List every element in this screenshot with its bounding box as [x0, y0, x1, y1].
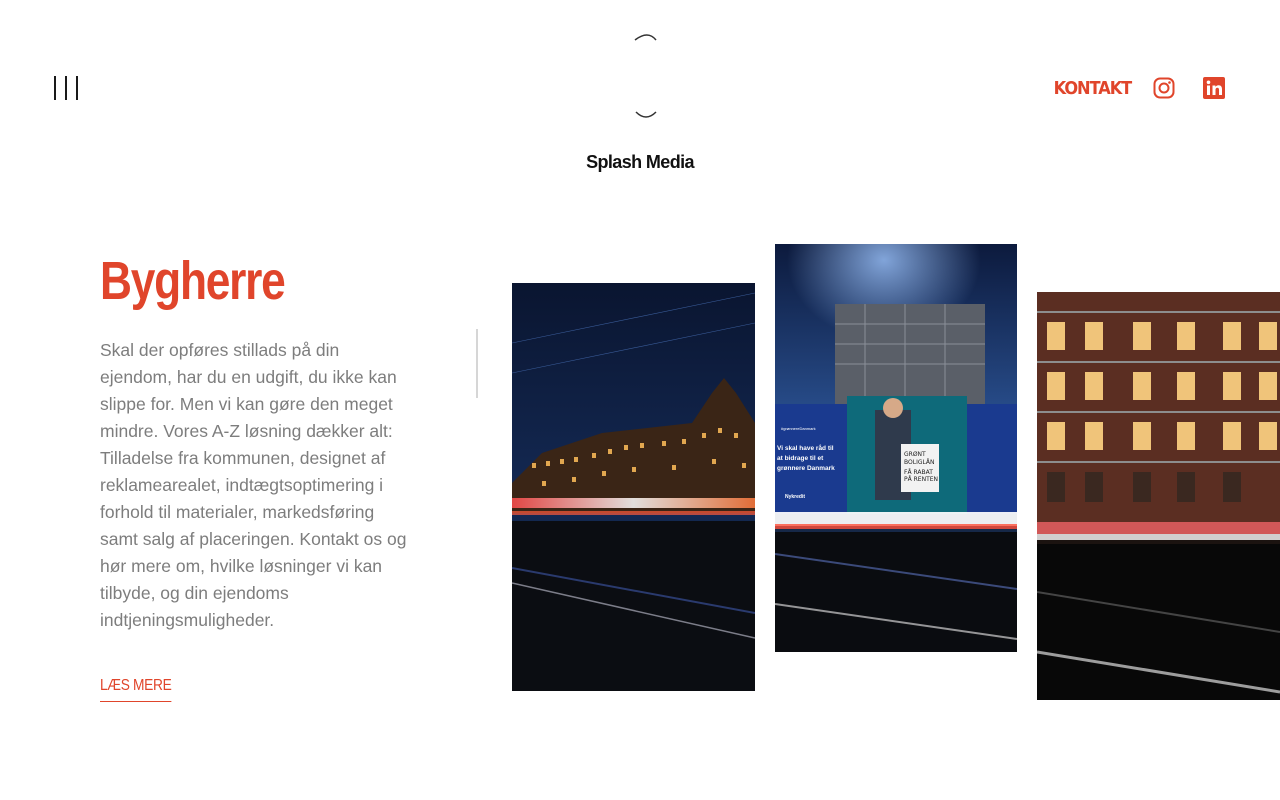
page-title: Bygherre [100, 251, 285, 311]
menu-bar [76, 76, 78, 100]
menu-bar [65, 76, 67, 100]
intro-paragraph: Skal der opføres stillads på din ejendom, har du en udgift, du ikke kan slippe for. Men vi kan gøre den meget mindre. Vores A-Z løsning dækker alt: Tilladelse fra kommunen, designet af reklamearealet, indtægtsoptimering i forhold til materialer, markedsføring samt salg af placeringen. Kontakt os og hør mere om, hvilke løsninger vi kan tilbyde, og din ejendoms indtjeningsmuligheder. [100, 340, 407, 630]
gallery-photo-facade[interactable] [1037, 292, 1280, 700]
instagram-icon[interactable] [1153, 77, 1175, 99]
gallery-photo-night-building[interactable] [512, 283, 755, 691]
billboard-hashtag: #grønnereDanmark [781, 426, 816, 431]
billboard-text: Vi skal have råd til at bidrage til et grønnere Danmark [777, 445, 835, 472]
menu-toggle-button[interactable] [54, 76, 78, 100]
gallery-photo-billboard[interactable] [775, 244, 1017, 652]
linkedin-icon[interactable] [1203, 77, 1225, 99]
header-actions [1045, 77, 1225, 99]
read-more-link[interactable]: LÆS MERE [100, 677, 171, 702]
menu-bar [54, 76, 56, 100]
billboard-sign: GRØNT BOLIGLÅN FÅ RABAT PÅ RENTEN [904, 451, 939, 483]
logo[interactable] [580, 30, 700, 180]
contact-link[interactable]: KONTAKT [1053, 77, 1131, 99]
billboard-brand: Nykredit [785, 494, 806, 500]
logo-mark-icon [610, 30, 670, 130]
divider [476, 329, 478, 398]
brand-name: Splash Media [586, 152, 694, 172]
